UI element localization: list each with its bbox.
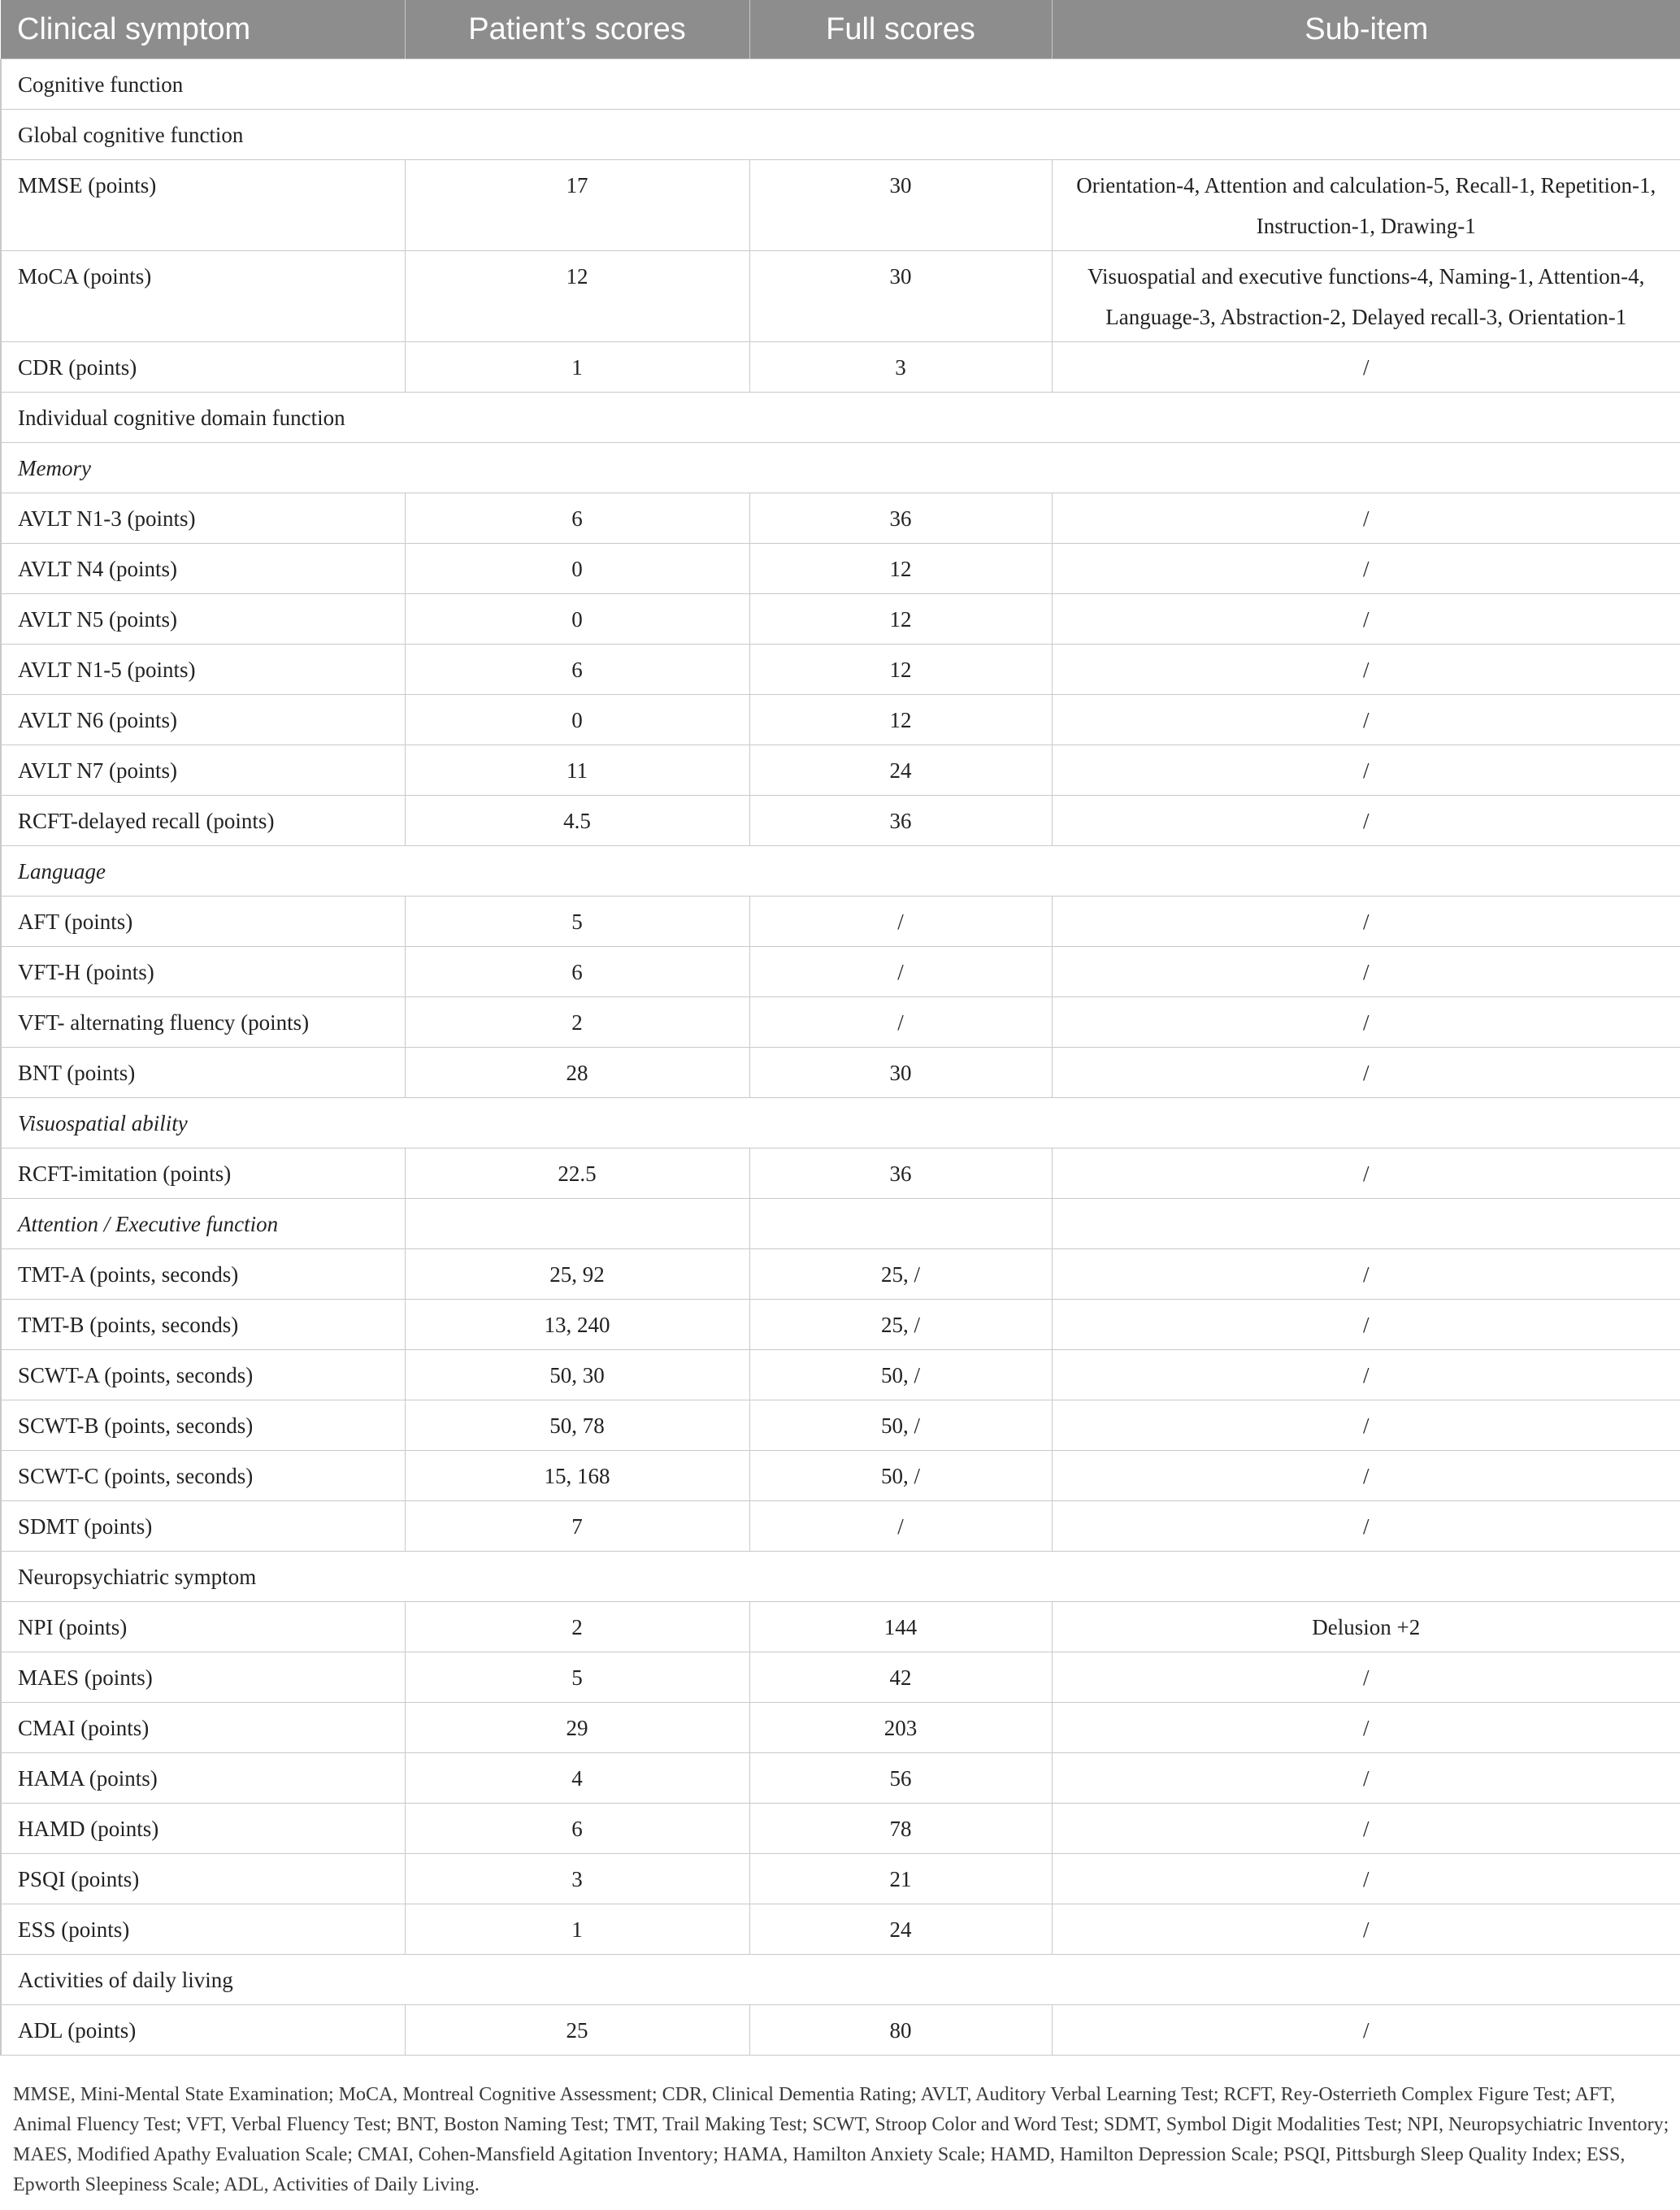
table-row (1, 1300, 1680, 1350)
symptom-cell: CMAI (points) (1, 1703, 405, 1753)
sub-item-cell: / (1052, 796, 1680, 846)
full-score-cell: 12 (749, 594, 1052, 645)
section-label: Activities of daily living (1, 1955, 1680, 2005)
sub-item-cell: / (1052, 1350, 1680, 1400)
full-score-cell: 144 (749, 1602, 1052, 1652)
empty-cell (1052, 1199, 1680, 1249)
symptom-cell: NPI (points) (1, 1602, 405, 1652)
full-score-cell: 56 (749, 1753, 1052, 1804)
sub-item-cell: / (1052, 1804, 1680, 1854)
symptom-cell: AVLT N1-3 (points) (1, 493, 405, 544)
table-row (1, 997, 1680, 1048)
full-score-cell: 25, / (749, 1300, 1052, 1350)
full-score-cell: 80 (749, 2005, 1052, 2056)
patient-score-cell: 3 (405, 1854, 749, 1904)
symptom-cell: TMT-A (points, seconds) (1, 1249, 405, 1300)
symptom-cell: PSQI (points) (1, 1854, 405, 1904)
empty-cell (405, 1199, 749, 1249)
full-score-cell: / (749, 1501, 1052, 1552)
sub-item-cell: / (1052, 997, 1680, 1048)
symptom-cell: TMT-B (points, seconds) (1, 1300, 405, 1350)
full-score-cell: 36 (749, 796, 1052, 846)
symptom-cell: SCWT-A (points, seconds) (1, 1350, 405, 1400)
section-label: Neuropsychiatric symptom (1, 1552, 1680, 1602)
section-label: Memory (1, 443, 1680, 493)
table-row (1, 1904, 1680, 1955)
patient-score-cell: 15, 168 (405, 1451, 749, 1501)
full-score-cell: 78 (749, 1804, 1052, 1854)
full-score-cell: 24 (749, 1904, 1052, 1955)
symptom-cell: AVLT N6 (points) (1, 695, 405, 745)
section-row (1, 1552, 1680, 1602)
symptom-cell: SCWT-C (points, seconds) (1, 1451, 405, 1501)
section-row (1, 1199, 1680, 1249)
table-row (1, 1451, 1680, 1501)
symptom-cell: AFT (points) (1, 897, 405, 947)
sub-item-cell: / (1052, 745, 1680, 796)
patient-score-cell: 4 (405, 1753, 749, 1804)
symptom-cell: RCFT-imitation (points) (1, 1148, 405, 1199)
sub-item-cell: / (1052, 947, 1680, 997)
full-score-cell: 50, / (749, 1350, 1052, 1400)
patient-score-cell: 5 (405, 897, 749, 947)
sub-item-cell: / (1052, 1703, 1680, 1753)
sub-item-cell: / (1052, 1501, 1680, 1552)
patient-score-cell: 25 (405, 2005, 749, 2056)
header-full-scores: Full scores (749, 0, 1052, 59)
symptom-cell: SCWT-B (points, seconds) (1, 1400, 405, 1451)
patient-score-cell: 2 (405, 997, 749, 1048)
table-row (1, 1652, 1680, 1703)
patient-score-cell: 4.5 (405, 796, 749, 846)
patient-score-cell: 7 (405, 1501, 749, 1552)
full-score-cell: 12 (749, 645, 1052, 695)
symptom-cell: MoCA (points) (1, 251, 405, 342)
section-label: Attention / Executive function (1, 1199, 405, 1249)
patient-score-cell: 28 (405, 1048, 749, 1098)
sub-item-cell: / (1052, 1300, 1680, 1350)
full-score-cell: 21 (749, 1854, 1052, 1904)
sub-item-cell: / (1052, 1148, 1680, 1199)
sub-item-cell: / (1052, 1048, 1680, 1098)
symptom-cell: AVLT N5 (points) (1, 594, 405, 645)
patient-score-cell: 50, 30 (405, 1350, 749, 1400)
table-row (1, 1804, 1680, 1854)
patient-score-cell: 17 (405, 160, 749, 251)
patient-score-cell: 13, 240 (405, 1300, 749, 1350)
section-label: Cognitive function (1, 59, 1680, 110)
symptom-cell: MAES (points) (1, 1652, 405, 1703)
patient-score-cell: 1 (405, 1904, 749, 1955)
patient-score-cell: 11 (405, 745, 749, 796)
table-row (1, 1048, 1680, 1098)
table-header-row (1, 0, 1680, 59)
patient-score-cell: 6 (405, 645, 749, 695)
symptom-cell: HAMD (points) (1, 1804, 405, 1854)
sub-item-cell: / (1052, 1249, 1680, 1300)
full-score-cell: 203 (749, 1703, 1052, 1753)
full-score-cell: 42 (749, 1652, 1052, 1703)
table-row (1, 1854, 1680, 1904)
full-score-cell: 12 (749, 695, 1052, 745)
patient-score-cell: 12 (405, 251, 749, 342)
table-row (1, 544, 1680, 594)
table-row (1, 594, 1680, 645)
table-body (1, 59, 1680, 2056)
full-score-cell: 36 (749, 1148, 1052, 1199)
symptom-cell: VFT-H (points) (1, 947, 405, 997)
sub-item-cell: / (1052, 342, 1680, 393)
empty-cell (749, 1199, 1052, 1249)
table-row (1, 160, 1680, 251)
section-label: Global cognitive function (1, 110, 1680, 160)
sub-item-cell: / (1052, 1753, 1680, 1804)
full-score-cell: 3 (749, 342, 1052, 393)
patient-score-cell: 6 (405, 947, 749, 997)
sub-item-cell: / (1052, 493, 1680, 544)
full-score-cell: 25, / (749, 1249, 1052, 1300)
table-row (1, 1148, 1680, 1199)
section-label: Visuospatial ability (1, 1098, 1680, 1148)
sub-item-cell: Visuospatial and executive functions-4, Naming-1, Attention-4, Language-3, Abstraction-2, Delayed recall-3, Orientation-1 (1052, 251, 1680, 342)
section-row (1, 393, 1680, 443)
section-row (1, 1955, 1680, 2005)
sub-item-cell: / (1052, 645, 1680, 695)
section-row (1, 1098, 1680, 1148)
full-score-cell: / (749, 997, 1052, 1048)
table-row (1, 1753, 1680, 1804)
table-row (1, 493, 1680, 544)
header-patient-scores: Patient’s scores (405, 0, 749, 59)
table-row (1, 1400, 1680, 1451)
sub-item-cell: / (1052, 594, 1680, 645)
table-row (1, 695, 1680, 745)
sub-item-cell: / (1052, 544, 1680, 594)
table-row (1, 1703, 1680, 1753)
full-score-cell: 30 (749, 1048, 1052, 1098)
full-score-cell: / (749, 897, 1052, 947)
sub-item-cell: / (1052, 897, 1680, 947)
header-sub-item: Sub-item (1052, 0, 1680, 59)
patient-score-cell: 6 (405, 1804, 749, 1854)
symptom-cell: AVLT N4 (points) (1, 544, 405, 594)
section-label: Language (1, 846, 1680, 897)
symptom-cell: CDR (points) (1, 342, 405, 393)
patient-score-cell: 50, 78 (405, 1400, 749, 1451)
patient-score-cell: 2 (405, 1602, 749, 1652)
full-score-cell: 36 (749, 493, 1052, 544)
sub-item-cell: / (1052, 1904, 1680, 1955)
sub-item-cell: / (1052, 1854, 1680, 1904)
section-row (1, 846, 1680, 897)
patient-score-cell: 5 (405, 1652, 749, 1703)
symptom-cell: BNT (points) (1, 1048, 405, 1098)
sub-item-cell: Delusion +2 (1052, 1602, 1680, 1652)
full-score-cell: 30 (749, 251, 1052, 342)
section-label: Individual cognitive domain function (1, 393, 1680, 443)
table-row (1, 897, 1680, 947)
full-score-cell: 30 (749, 160, 1052, 251)
table-row (1, 745, 1680, 796)
section-row (1, 59, 1680, 110)
section-row (1, 443, 1680, 493)
symptom-cell: RCFT-delayed recall (points) (1, 796, 405, 846)
symptom-cell: ADL (points) (1, 2005, 405, 2056)
sub-item-cell: / (1052, 1400, 1680, 1451)
symptom-cell: AVLT N7 (points) (1, 745, 405, 796)
symptom-cell: SDMT (points) (1, 1501, 405, 1552)
table-row (1, 1249, 1680, 1300)
patient-score-cell: 0 (405, 695, 749, 745)
table-row (1, 947, 1680, 997)
sub-item-cell: / (1052, 2005, 1680, 2056)
sub-item-cell: / (1052, 1451, 1680, 1501)
symptom-cell: AVLT N1-5 (points) (1, 645, 405, 695)
table-row (1, 1350, 1680, 1400)
full-score-cell: / (749, 947, 1052, 997)
table-row (1, 645, 1680, 695)
patient-score-cell: 22.5 (405, 1148, 749, 1199)
full-score-cell: 50, / (749, 1400, 1052, 1451)
sub-item-cell: Orientation-4, Attention and calculation-5, Recall-1, Repetition-1, Instruction-1, Drawing-1 (1052, 160, 1680, 251)
patient-score-cell: 0 (405, 594, 749, 645)
table-footnote: MMSE, Mini-Mental State Examination; MoCA, Montreal Cognitive Assessment; CDR, Clinical Dementia Rating; AVLT, Auditory Verbal Learning Test; RCFT, Rey-Osterrieth Complex Figure Test; AFT, Animal Fluency Test; VFT, Verbal Fluency Test; BNT, Boston Naming Test; TMT, Trail Making Test; SCWT, Stroop Color and Word Test; SDMT, Symbol Digit Modalities Test; NPI, Neuropsychiatric Inventory; MAES, Modified Apathy Evaluation Scale; CMAI, Cohen-Mansfield Agitation Inventory; HAMA, Hamilton Anxiety Scale; HAMD, Hamilton Depression Scale; PSQI, Pittsburgh Sleep Quality Index; ESS, Epworth Sleepiness Scale; ADL, Activities of Daily Living. (13, 2084, 1669, 2195)
symptom-cell: MMSE (points) (1, 160, 405, 251)
patient-score-cell: 0 (405, 544, 749, 594)
patient-score-cell: 1 (405, 342, 749, 393)
table-row (1, 342, 1680, 393)
full-score-cell: 12 (749, 544, 1052, 594)
symptom-cell: HAMA (points) (1, 1753, 405, 1804)
sub-item-cell: / (1052, 1652, 1680, 1703)
table-row (1, 251, 1680, 342)
symptom-cell: VFT- alternating fluency (points) (1, 997, 405, 1048)
patient-score-cell: 6 (405, 493, 749, 544)
table-row (1, 1602, 1680, 1652)
full-score-cell: 24 (749, 745, 1052, 796)
symptom-cell: ESS (points) (1, 1904, 405, 1955)
table-row (1, 1501, 1680, 1552)
table-row (1, 2005, 1680, 2056)
patient-score-cell: 29 (405, 1703, 749, 1753)
section-row (1, 110, 1680, 160)
full-score-cell: 50, / (749, 1451, 1052, 1501)
header-clinical-symptom: Clinical symptom (1, 0, 405, 59)
sub-item-cell: / (1052, 695, 1680, 745)
patient-score-cell: 25, 92 (405, 1249, 749, 1300)
table-row (1, 796, 1680, 846)
